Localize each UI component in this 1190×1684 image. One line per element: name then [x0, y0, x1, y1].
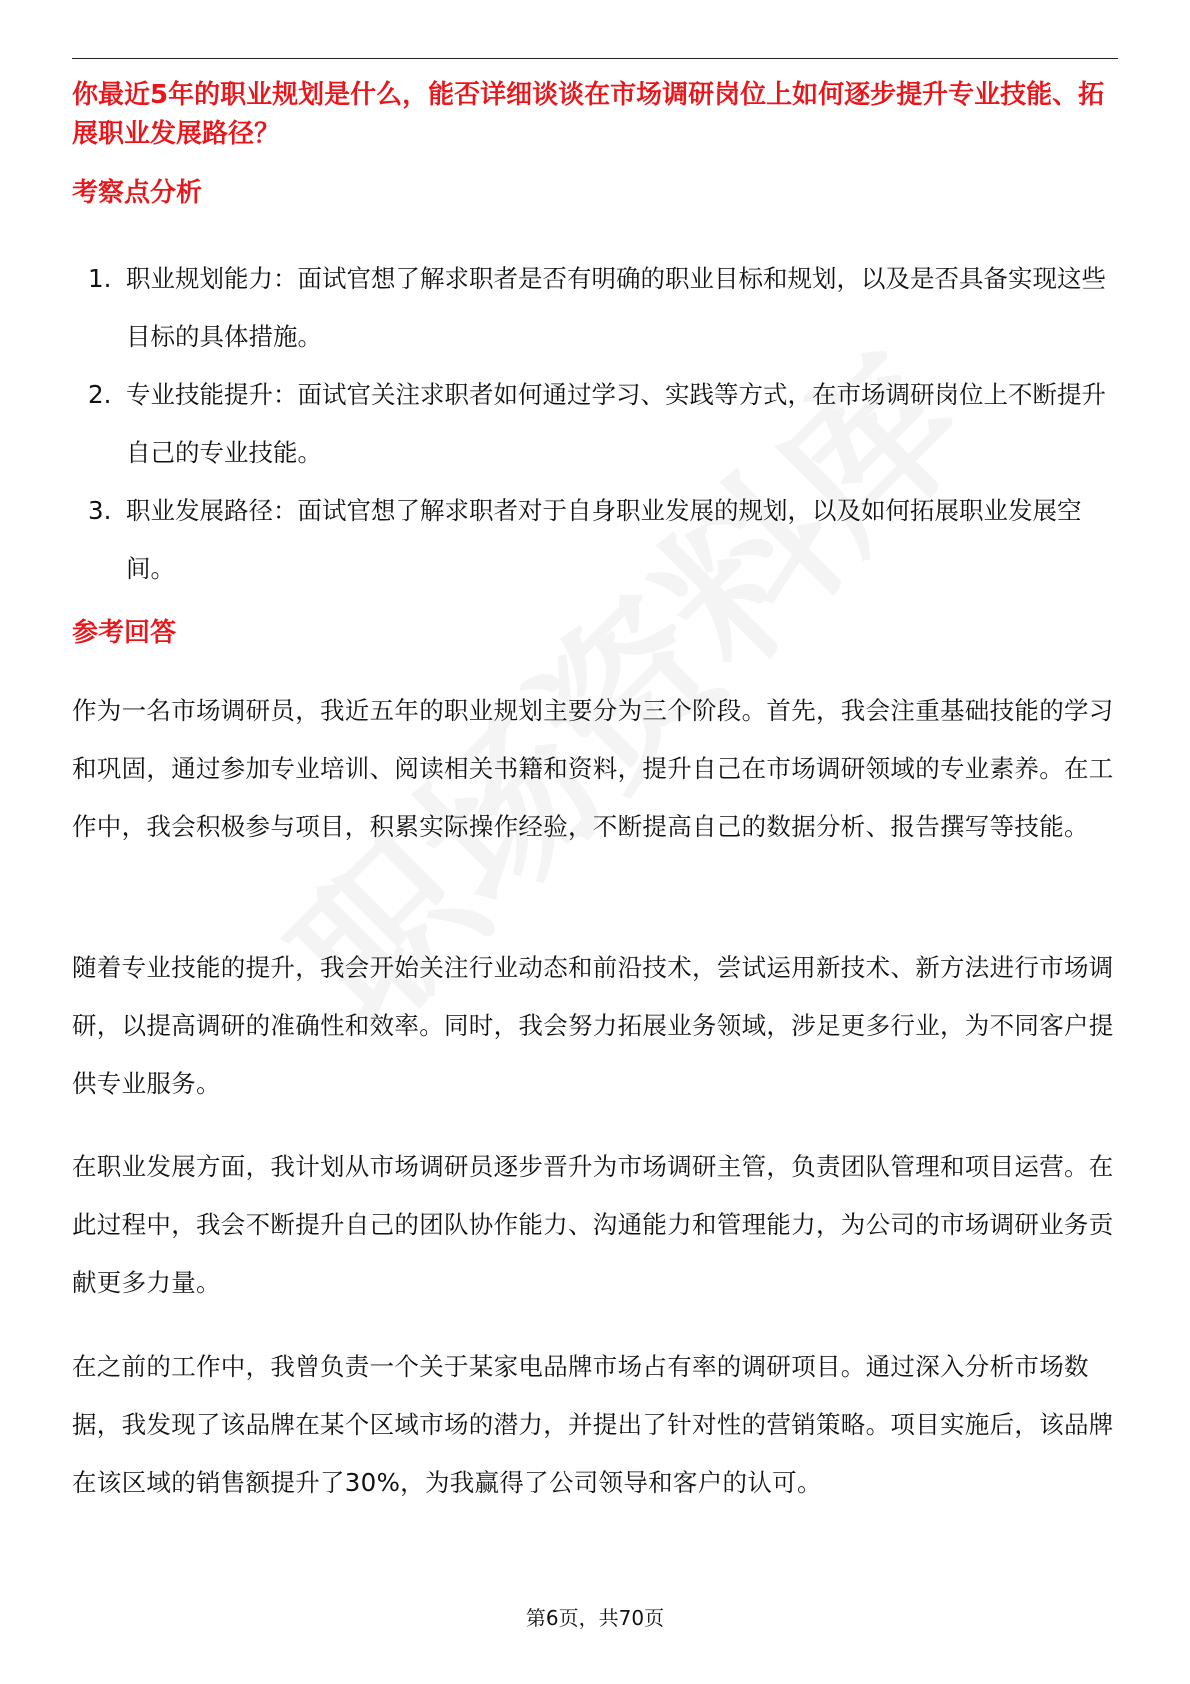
- answer-paragraph: 随着专业技能的提升，我会开始关注行业动态和前沿技术，尝试运用新技术、新方法进行市场调研，以提高调研的准确性和效率。同时，我会努力拓展业务领域，涉足更多行业，为不同客户提供专业服务。: [72, 953, 1114, 1098]
- point-text: 职业发展路径：面试官想了解求职者对于自身职业发展的规划，以及如何拓展职业发展空间。: [126, 496, 1082, 583]
- analysis-list: [72, 250, 1118, 598]
- analysis-heading: 考察点分析: [72, 178, 203, 208]
- analysis-point: [72, 250, 1118, 366]
- answer-paragraph: 在之前的工作中，我曾负责一个关于某家电品牌市场占有率的调研项目。通过深入分析市场数据，我发现了该品牌在某个区域市场的潜力，并提出了针对性的营销策略。项目实施后，该品牌在该区域的销售额提升了30%，为我赢得了公司领导和客户的认可。: [72, 1352, 1114, 1497]
- answer-paragraph: 在职业发展方面，我计划从市场调研员逐步晋升为市场调研主管，负责团队管理和项目运营。在此过程中，我会不断提升自己的团队协作能力、沟通能力和管理能力，为公司的市场调研业务贡献更多力量。: [72, 1152, 1114, 1297]
- analysis-point: [72, 482, 1118, 598]
- point-text: 专业技能提升：面试官关注求职者如何通过学习、实践等方式，在市场调研岗位上不断提升自己的专业技能。: [126, 380, 1106, 467]
- question-title: 你最近5年的职业规划是什么，能否详细谈谈在市场调研岗位上如何逐步提升专业技能、拓展职业发展路径？: [72, 80, 1105, 149]
- point-number: 3.: [88, 496, 112, 525]
- point-text: 职业规划能力：面试官想了解求职者是否有明确的职业目标和规划，以及是否具备实现这些目标的具体措施。: [126, 264, 1106, 351]
- header-rule: [72, 58, 1118, 59]
- page-footer: 第6页，共70页: [525, 1606, 665, 1630]
- point-number: 1.: [88, 264, 112, 293]
- answer-heading: 参考回答: [72, 618, 177, 648]
- point-number: 2.: [88, 380, 112, 409]
- analysis-point: [72, 366, 1118, 482]
- answer-paragraph: 作为一名市场调研员，我近五年的职业规划主要分为三个阶段。首先，我会注重基础技能的学习和巩固，通过参加专业培训、阅读相关书籍和资料，提升自己在市场调研领域的专业素养。在工作中，我会积极参与项目，积累实际操作经验，不断提高自己的数据分析、报告撰写等技能。: [72, 696, 1114, 841]
